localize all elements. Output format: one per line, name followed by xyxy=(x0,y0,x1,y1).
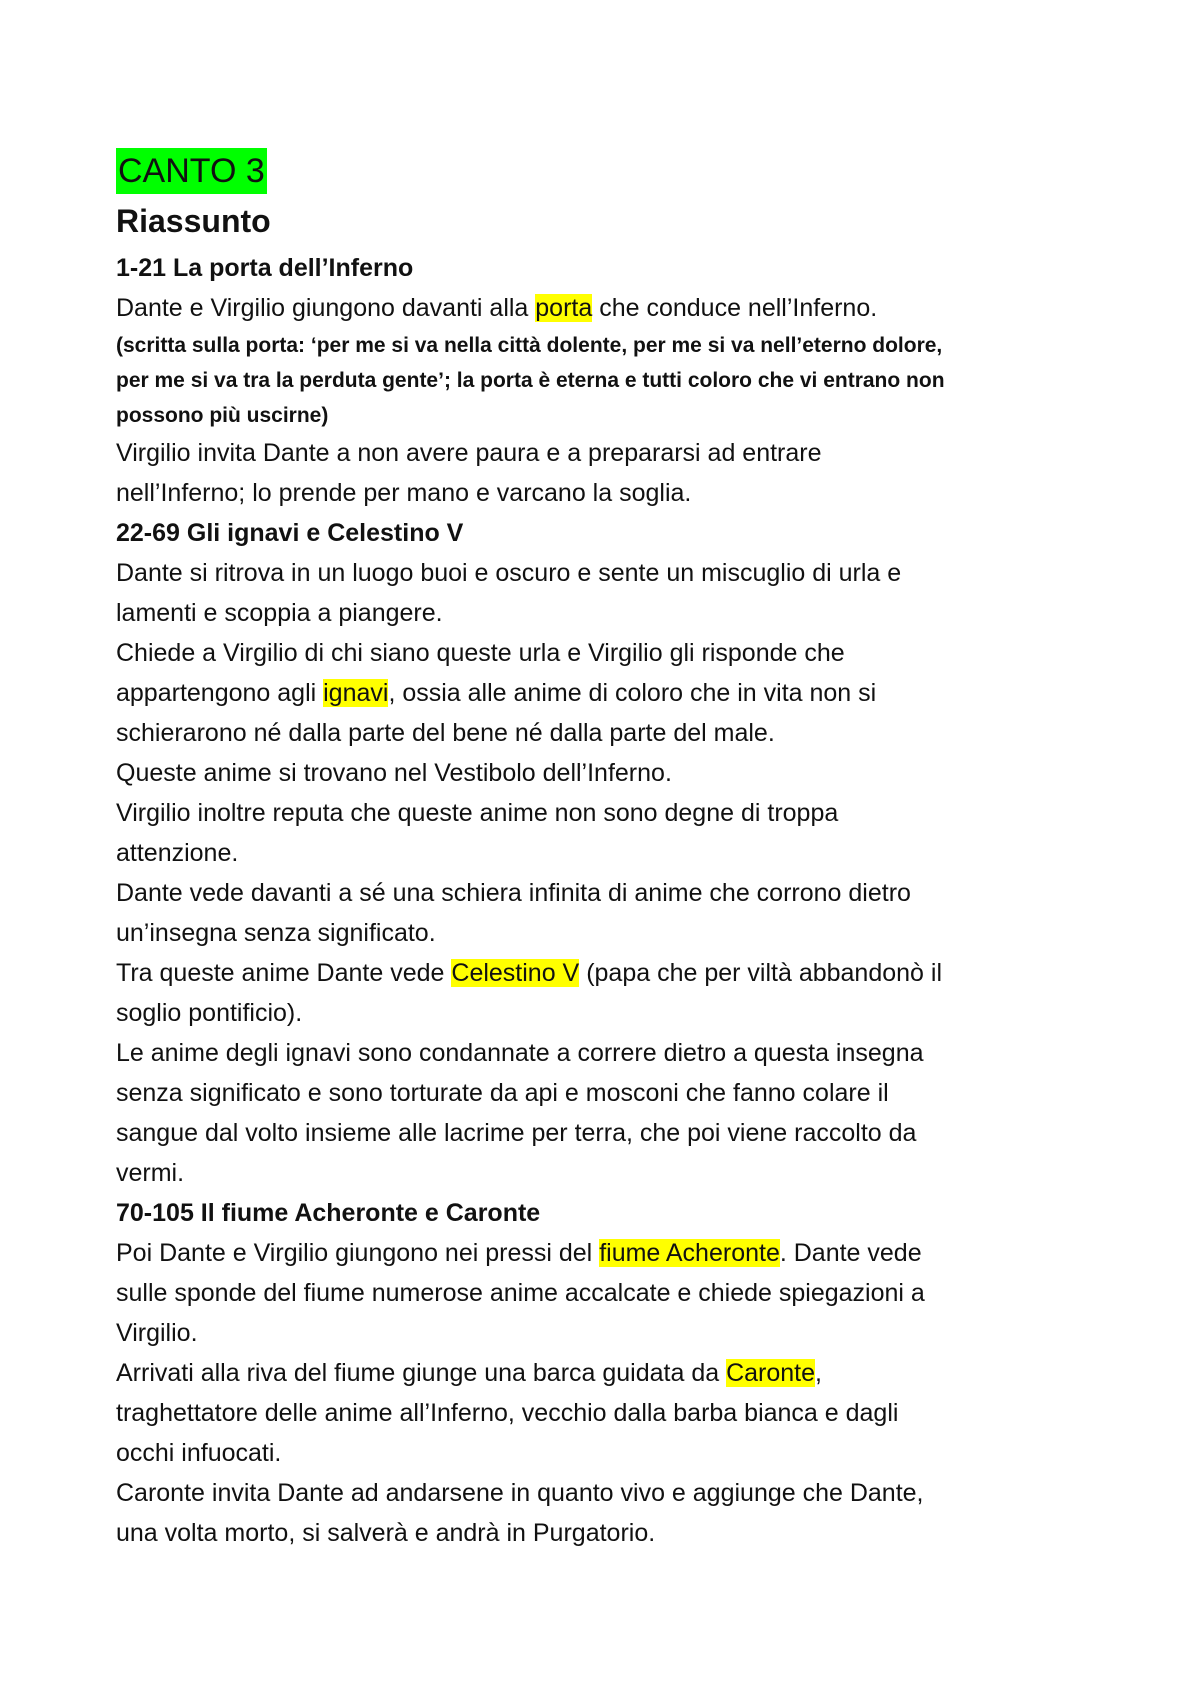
paragraph-line: Le anime degli ignavi sono condannate a correre dietro a questa insegna xyxy=(116,1039,924,1067)
inscription-note-line: possono più uscirne) xyxy=(116,404,329,427)
inscription-note-line: per me si va tra la perduta gente’; la porta è eterna e tutti coloro che vi entrano non xyxy=(116,369,945,392)
paragraph-line: Dante si ritrova in un luogo buoi e oscuro e sente un miscuglio di urla e xyxy=(116,559,902,587)
document-page xyxy=(116,148,1096,1553)
highlighted-term: Caronte xyxy=(726,1359,816,1387)
paragraph-line: Caronte invita Dante ad andarsene in quanto vivo e aggiunge che Dante, xyxy=(116,1479,924,1507)
paragraph-line: sangue dal volto insieme alle lacrime per terra, che poi viene raccolto da xyxy=(116,1119,917,1147)
paragraph-line: Queste anime si trovano nel Vestibolo dell’Inferno. xyxy=(116,759,672,787)
highlighted-term: Celestino V xyxy=(451,959,580,987)
paragraph-line: Virgilio inoltre reputa che queste anime non sono degne di troppa xyxy=(116,799,839,827)
summary-title: Riassunto xyxy=(116,203,271,239)
paragraph-line: attenzione. xyxy=(116,839,239,867)
paragraph-line: appartengono agli ignavi, ossia alle anime di coloro che in vita non si xyxy=(116,679,877,707)
section-heading: 70-105 Il fiume Acheronte e Caronte xyxy=(116,1199,541,1227)
paragraph-line: traghettatore delle anime all’Inferno, vecchio dalla barba bianca e dagli xyxy=(116,1399,899,1427)
paragraph-line: Arrivati alla riva del fiume giunge una barca guidata da Caronte, xyxy=(116,1359,822,1387)
paragraph-line: Poi Dante e Virgilio giungono nei pressi del fiume Acheronte. Dante vede xyxy=(116,1239,922,1267)
paragraph-line: Chiede a Virgilio di chi siano queste urla e Virgilio gli risponde che xyxy=(116,639,845,667)
inscription-note-line: (scritta sulla porta: ‘per me si va nella città dolente, per me si va nell’eterno dolore, xyxy=(116,334,943,357)
paragraph-line: Virgilio invita Dante a non avere paura e a prepararsi ad entrare xyxy=(116,439,822,467)
paragraph-line: vermi. xyxy=(116,1159,185,1187)
paragraph-line: sulle sponde del fiume numerose anime accalcate e chiede spiegazioni a xyxy=(116,1279,925,1307)
highlighted-term: ignavi xyxy=(323,679,389,707)
paragraph-line: un’insegna senza significato. xyxy=(116,919,436,947)
highlighted-term: fiume Acheronte xyxy=(599,1239,780,1267)
section-heading: 22-69 Gli ignavi e Celestino V xyxy=(116,519,464,547)
paragraph-line: nell’Inferno; lo prende per mano e varcano la soglia. xyxy=(116,479,692,507)
highlighted-term: porta xyxy=(535,294,593,322)
paragraph-line: Dante vede davanti a sé una schiera infinita di anime che corrono dietro xyxy=(116,879,911,907)
paragraph-line: Dante e Virgilio giungono davanti alla porta che conduce nell’Inferno. xyxy=(116,294,878,322)
paragraph-line: soglio pontificio). xyxy=(116,999,303,1027)
paragraph-line: schierarono né dalla parte del bene né dalla parte del male. xyxy=(116,719,775,747)
paragraph-line: occhi infuocati. xyxy=(116,1439,282,1467)
paragraph-line: lamenti e scoppia a piangere. xyxy=(116,599,443,627)
paragraph-line: senza significato e sono torturate da api e mosconi che fanno colare il xyxy=(116,1079,889,1107)
paragraph-line: Tra queste anime Dante vede Celestino V (papa che per viltà abbandonò il xyxy=(116,959,943,987)
paragraph-line: una volta morto, si salverà e andrà in Purgatorio. xyxy=(116,1519,656,1547)
paragraph-line: Virgilio. xyxy=(116,1319,198,1347)
canto-title: CANTO 3 xyxy=(116,148,267,194)
section-heading: 1-21 La porta dell’Inferno xyxy=(116,254,414,282)
